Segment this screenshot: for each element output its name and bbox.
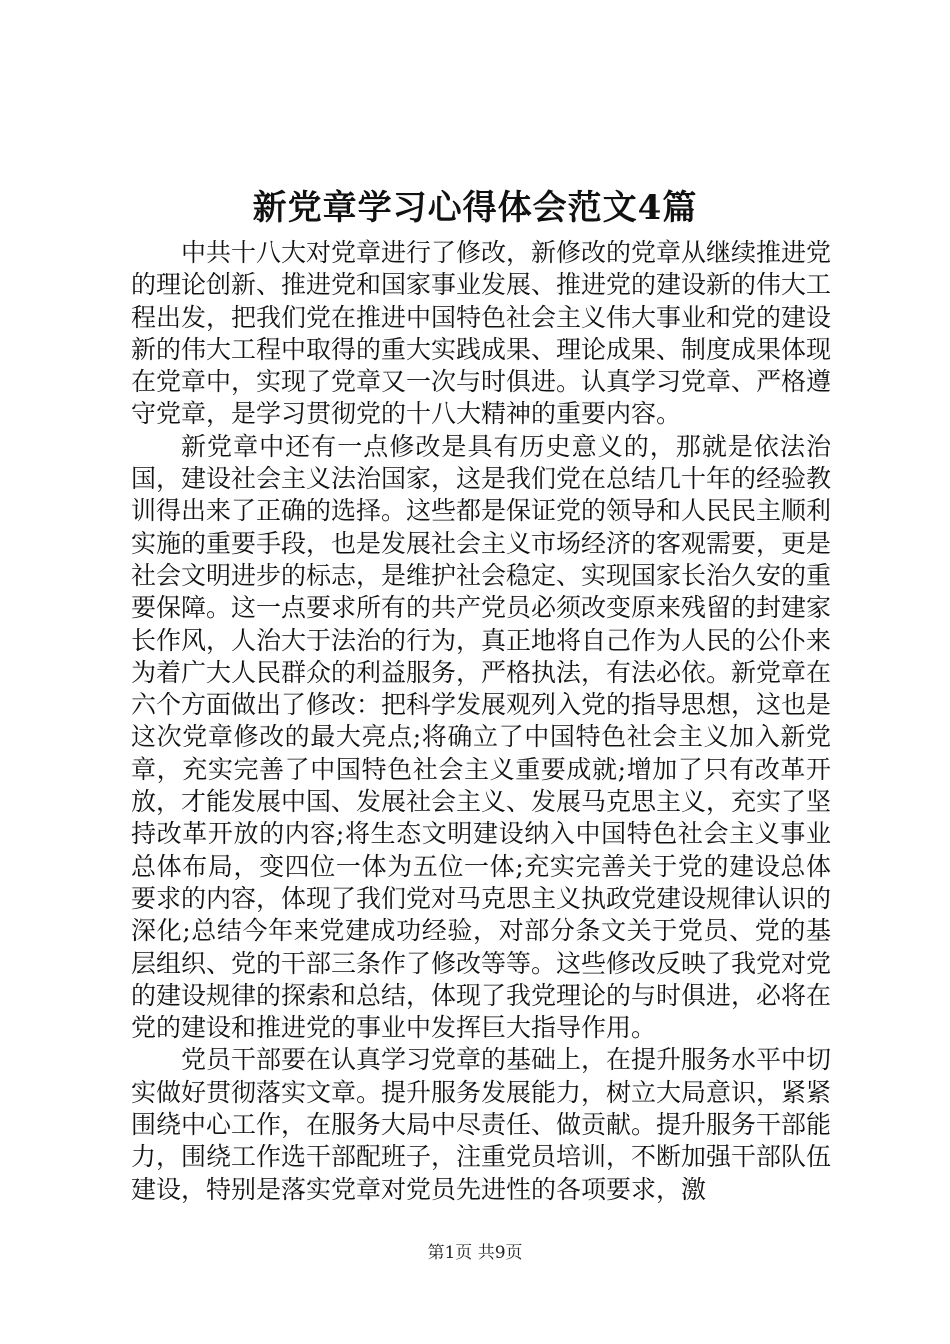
paragraph: 新党章中还有一点修改是具有历史意义的，那就是依法治国，建设社会主义法治国家，这是我们党在总结几十年的经验教训得出来了正确的选择。这些都是保证党的领导和人民民主顺利实施的重要手段，也是发展社会主义市场经济的客观需要，更是社会文明进步的标志，是维护社会稳定、实现国家长治久安的重要保障。这一点要求所有的共产党员必须改变原来残留的封建家长作风，人治大于法治的行为，真正地将自己作为人民的公仆来为着广大人民群众的利益服务，严格执法，有法必依。新党章在六个方面做出了修改：把科学发展观列入党的指导思想，这也是这次党章修改的最大亮点;将确立了中国特色社会主义加入新党章，充实完善了中国特色社会主义重要成就;增加了只有改革开放，才能发展中国、发展社会主义、发展马克思主义，充实了坚持改革开放的内容;将生态文明建设纳入中国特色社会主义事业总体布局，变四位一体为五位一体;充实完善关于党的建设总体要求的内容，体现了我们党对马克思主义执政党建设规律认识的深化;总结今年来党建成功经验，对部分条文关于党员、党的基层组织、党的干部三条作了修改等等。这些修改反映了我党对党的建设规律的探索和总结，体现了我党理论的与时俱进，必将在党的建设和推进党的事业中发挥巨大指导作用。 <box>131 431 832 1043</box>
paragraph: 中共十八大对党章进行了修改，新修改的党章从继续推进党的理论创新、推进党和国家事业发展、推进党的建设新的伟大工程出发，把我们党在推进中国特色社会主义伟大事业和党的建设新的伟大工程中取得的重大实践成果、理论成果、制度成果体现在党章中，实现了党章又一次与时俱进。认真学习党章、严格遵守党章，是学习贯彻党的十八大精神的重要内容。 <box>131 238 832 429</box>
page-number-footer: 第1页 共9页 <box>427 1243 523 1263</box>
document-title: 新党章学习心得体会范文4篇 <box>252 188 698 228</box>
paragraph: 党员干部要在认真学习党章的基础上，在提升服务水平中切实做好贯彻落实文章。提升服务发展能力，树立大局意识，紧紧围绕中心工作，在服务大局中尽责任、做贡献。提升服务干部能力，围绕工作选干部配班子，注重党员培训，不断加强干部队伍建设，特别是落实党章对党员先进性的各项要求，激 <box>131 1045 832 1204</box>
document-body <box>131 237 831 1206</box>
